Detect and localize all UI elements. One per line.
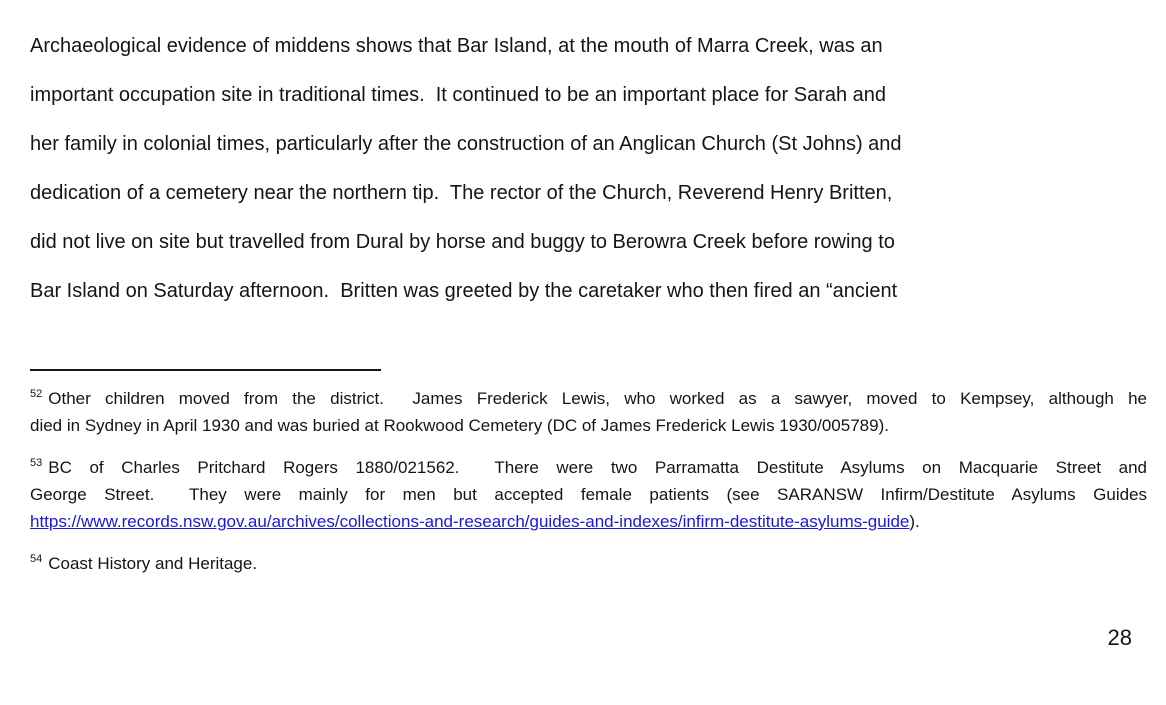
footnote-marker: 53	[30, 457, 43, 470]
footnotes-section	[30, 385, 1147, 577]
footnote-line: George Street. They were mainly for men but accepted female patients (see SARANSW Infirm/Destitute Asylums Guides	[30, 485, 1147, 504]
footnote-53	[30, 454, 1147, 535]
body-text-line: important occupation site in traditional times. It continued to be an important place for Sarah and	[30, 84, 887, 106]
footnote-line: died in Sydney in April 1930 and was buried at Rookwood Cemetery (DC of James Frederick Lewis 1930/005789).	[30, 416, 889, 435]
footnote-line	[30, 454, 1147, 481]
footnote-marker: 54	[30, 553, 43, 566]
footnote-line	[30, 550, 1147, 577]
body-paragraph	[30, 22, 1147, 316]
body-text-line: Bar Island on Saturday afternoon. Britten was greeted by the caretaker who then fired an “ancient	[30, 280, 898, 302]
footnote-text: Other children moved from the district. James Frederick Lewis, who worked as a sawyer, moved to Kempsey, although he	[48, 389, 1147, 408]
footnote-line	[30, 508, 1147, 535]
infirm-destitute-asylums-guide-link[interactable]: https://www.records.nsw.gov.au/archives/collections-and-research/guides-and-indexes/infirm-destitute-asylums-guide	[30, 512, 910, 531]
body-text-line: dedication of a cemetery near the northern tip. The rector of the Church, Reverend Henry Britten,	[30, 182, 893, 204]
body-text-line: did not live on site but travelled from Dural by horse and buggy to Berowra Creek before rowing to	[30, 231, 895, 253]
footnote-54	[30, 550, 1147, 577]
footnote-52	[30, 385, 1147, 439]
body-text-line: Archaeological evidence of middens shows that Bar Island, at the mouth of Marra Creek, was an	[30, 35, 883, 57]
body-text-line: her family in colonial times, particularly after the construction of an Anglican Church (St Johns) and	[30, 133, 902, 155]
footnote-text: BC of Charles Pritchard Rogers 1880/021562. There were two Parramatta Destitute Asylums on Macquarie Street and	[48, 458, 1147, 477]
footnote-line	[30, 385, 1147, 412]
footnote-text: Coast History and Heritage.	[48, 554, 258, 573]
page-number: 28	[1107, 625, 1132, 650]
footnote-marker: 52	[30, 388, 43, 401]
footnote-text: ).	[909, 512, 920, 531]
footnote-separator-rule	[30, 369, 381, 371]
